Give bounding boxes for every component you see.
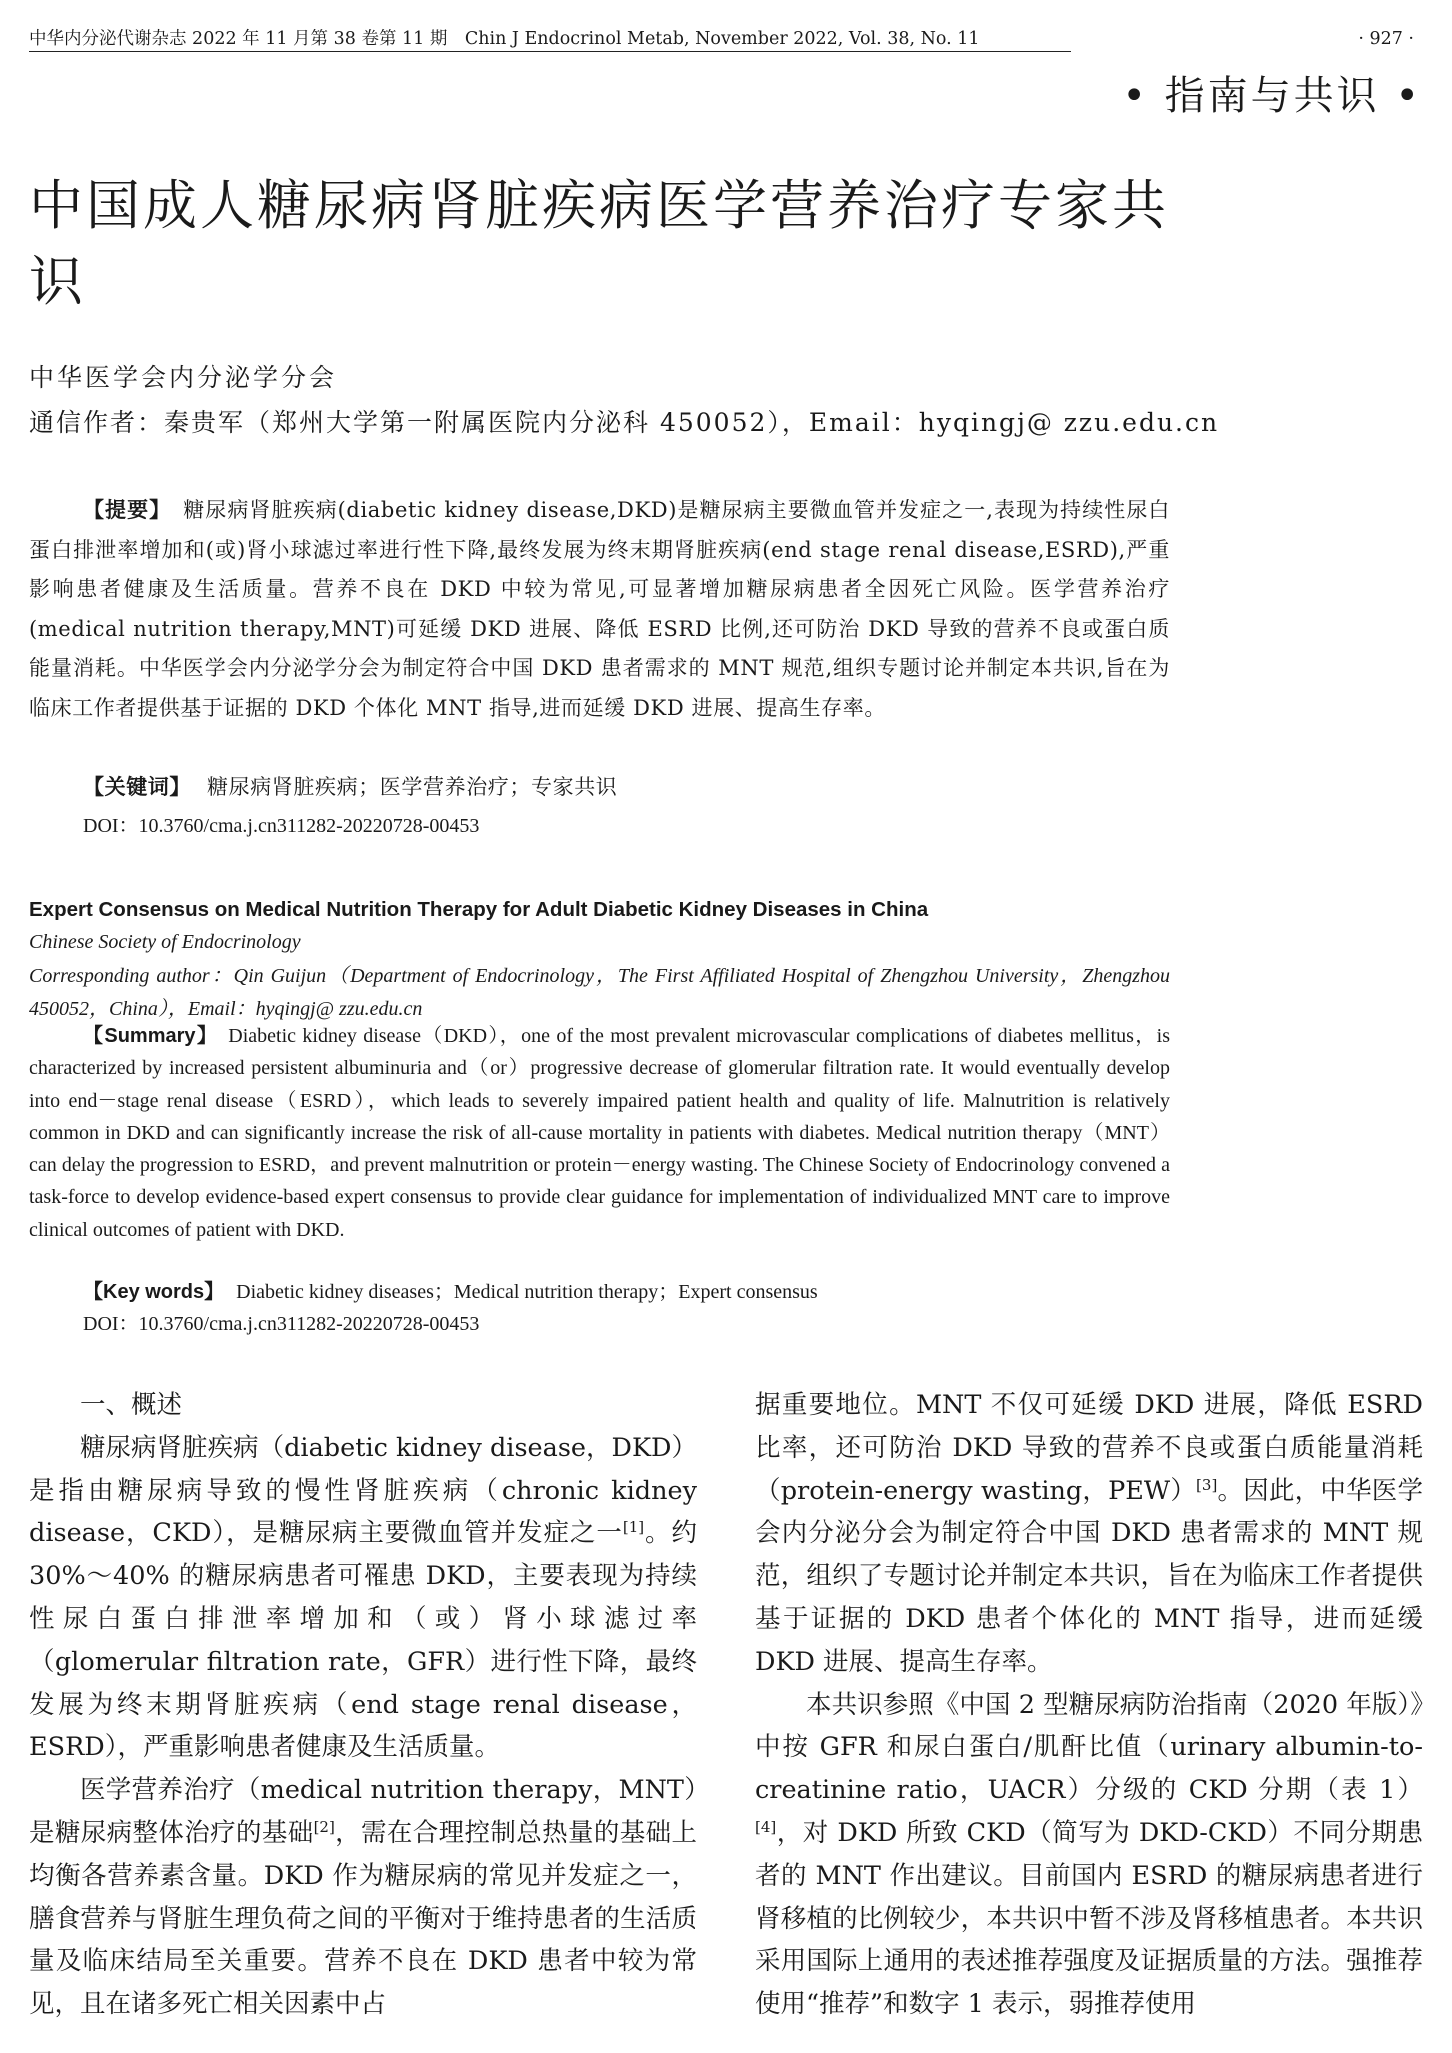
author-organization: 中华医学会内分泌学分会 [29, 363, 338, 392]
header-rule [29, 51, 1071, 52]
paragraph-text: 。因此，中华医学会内分泌分会为制定符合中国 DKD 患者需求的 MNT 规范，组织了专题讨论并制定本共识，旨在为临床工作者提供基于证据的 DKD 患者个体化的 MNT 指导，进而延缓 DKD 进展、提高生存率。 [755, 1475, 1423, 1677]
body-paragraph [755, 1384, 1423, 1684]
english-corresponding-author: Corresponding author：Qin Guijun（Department of Endocrinology，The First Affiliated Hospital of Zhengzhou University，Zhengzhou 450052，China），Email：hyqingj@ zzu.edu.cn [29, 965, 1170, 1020]
body-paragraph [29, 1769, 697, 2026]
body-paragraph [29, 1427, 697, 1769]
body-right-column [755, 1384, 1423, 2026]
english-keywords [83, 1276, 818, 1308]
body-left-column [29, 1384, 697, 2026]
abstract-cn-text: 糖尿病肾脏疾病(diabetic kidney disease,DKD)是糖尿病主要微血管并发症之一,表现为持续性尿白蛋白排泄率增加和(或)肾小球滤过率进行性下降,最终发展为终末期肾脏疾病(end stage renal disease,ESRD),严重影响患者健康及生活质量。营养不良在 DKD 中较为常见,可显著增加糖尿病患者全因死亡风险。医学营养治疗(medical nutrition therapy,MNT)可延缓 DKD 进展、降低 ESRD 比例,还可防治 DKD 导致的营养不良或蛋白质能量消耗。中华医学会内分泌学分会为制定符合中国 DKD 患者需求的 MNT 规范,组织专题讨论并制定本共识,旨在为临床工作者提供基于证据的 DKD 个体化 MNT 指导,进而延缓 DKD 进展、提高生存率。 [29, 498, 1170, 720]
english-organization: Chinese Society of Endocrinology [29, 931, 301, 953]
paragraph-text: 糖尿病肾脏疾病（diabetic kidney disease，DKD）是指由糖尿病导致的慢性肾脏疾病（chronic kidney disease，CKD），是糖尿病主要微血管并发症之一 [29, 1432, 697, 1549]
paragraph-text: 本共识参照《中国 2 型糖尿病防治指南（2020 年版）》中按 GFR 和尿白蛋白/肌酐比值（urinary albumin-to-creatinine ratio，UACR）分级的 CKD 分期（表 1） [755, 1689, 1423, 1806]
paragraph-text: ，对 DKD 所致 CKD（简写为 DKD-CKD）不同分期患者的 MNT 作出建议。目前国内 ESRD 的糖尿病患者进行肾移植的比例较少，本共识中暂不涉及肾移植患者。本共识采用国际上通用的表述推荐强度及证据质量的方法。强推荐使用“推荐”和数字 1 表示，弱推荐使用 [755, 1817, 1423, 2020]
section-heading: 一、概述 [80, 1390, 183, 1420]
citation-ref: [2] [313, 1817, 335, 1836]
paragraph-text: 。约 30%～40% 的糖尿病患者可罹患 DKD，主要表现为持续性尿白蛋白排泄率增加和（或）肾小球滤过率（glomerular filtration rate，GFR）进行性下降，最终发展为终末期肾脏疾病（end stage renal disease，ESRD），严重影响患者健康及生活质量。 [29, 1518, 697, 1763]
abstract-cn-label: 【提要】 [83, 498, 172, 522]
citation-ref: [4] [755, 1817, 777, 1836]
english-keywords-text: Diabetic kidney diseases；Medical nutrition therapy；Expert consensus [236, 1281, 818, 1303]
paragraph-text: 据重要地位。MNT 不仅可延缓 DKD 进展，降低 ESRD 比率，还可防治 DKD 导致的营养不良或蛋白质能量消耗（protein-energy wasting，PEW） [755, 1390, 1423, 1506]
english-summary [29, 1020, 1170, 1246]
keywords-cn-label: 【关键词】 [83, 775, 191, 799]
citation-ref: [1] [622, 1518, 645, 1537]
article-title: 中国成人糖尿病肾脏疾病医学营养治疗专家共识 [29, 174, 1169, 313]
english-keywords-label: 【Key words】 [83, 1281, 225, 1303]
keywords-cn [83, 770, 617, 804]
body-paragraph [755, 1684, 1423, 2026]
abstract-cn [29, 491, 1170, 728]
paragraph-text: 医学营养治疗（medical nutrition therapy，MNT）是糖尿病整体治疗的基础 [29, 1775, 697, 1848]
corresponding-author: 通信作者：秦贵军（郑州大学第一附属医院内分泌科 450052），Email：hyqingj@ zzu.edu.cn [29, 408, 1220, 437]
column-tag: • 指南与共识 • [1122, 73, 1422, 119]
english-title: Expert Consensus on Medical Nutrition Therapy for Adult Diabetic Kidney Diseases in China [29, 898, 929, 921]
english-summary-label: 【Summary】 [83, 1025, 219, 1047]
journal-header: 中华内分泌代谢杂志 2022 年 11 月第 38 卷第 11 期 Chin J Endocrinol Metab, November 2022, Vol. 38, No. 11 [29, 29, 980, 49]
citation-ref: [3] [1196, 1475, 1218, 1494]
english-doi: DOI：10.3760/cma.j.cn311282-20220728-00453 [83, 1313, 480, 1335]
keywords-cn-text: 糖尿病肾脏疾病；医学营养治疗；专家共识 [207, 775, 618, 799]
page-number: · 927 · [1358, 29, 1414, 49]
doi-cn: DOI：10.3760/cma.j.cn311282-20220728-00453 [83, 815, 480, 837]
english-summary-text: Diabetic kidney disease（DKD），one of the most prevalent microvascular complications of diabetes mellitus，is characterized by increased persistent albuminuria and（or）progressive decrease of glomerular filtration rate. It would eventually develop into end－stage renal disease（ESRD），which leads to severely impaired patient health and quality of life. Malnutrition is relatively common in DKD and can significantly increase the risk of all-cause mortality in patients with diabetes. Medical nutrition therapy（MNT）can delay the progression to ESRD，and prevent malnutrition or protein－energy wasting. The Chinese Society of Endocrinology convened a task-force to develop evidence-based expert consensus to provide clear guidance for implementation of individualized MNT care to improve clinical outcomes of patient with DKD. [29, 1025, 1171, 1241]
paragraph-text: ，需在合理控制总热量的基础上均衡各营养素含量。DKD 作为糖尿病的常见并发症之一，膳食营养与肾脏生理负荷之间的平衡对于维持患者的生活质量及临床结局至关重要。营养不良在 DKD 患者中较为常见，且在诸多死亡相关因素中占 [29, 1817, 697, 2020]
